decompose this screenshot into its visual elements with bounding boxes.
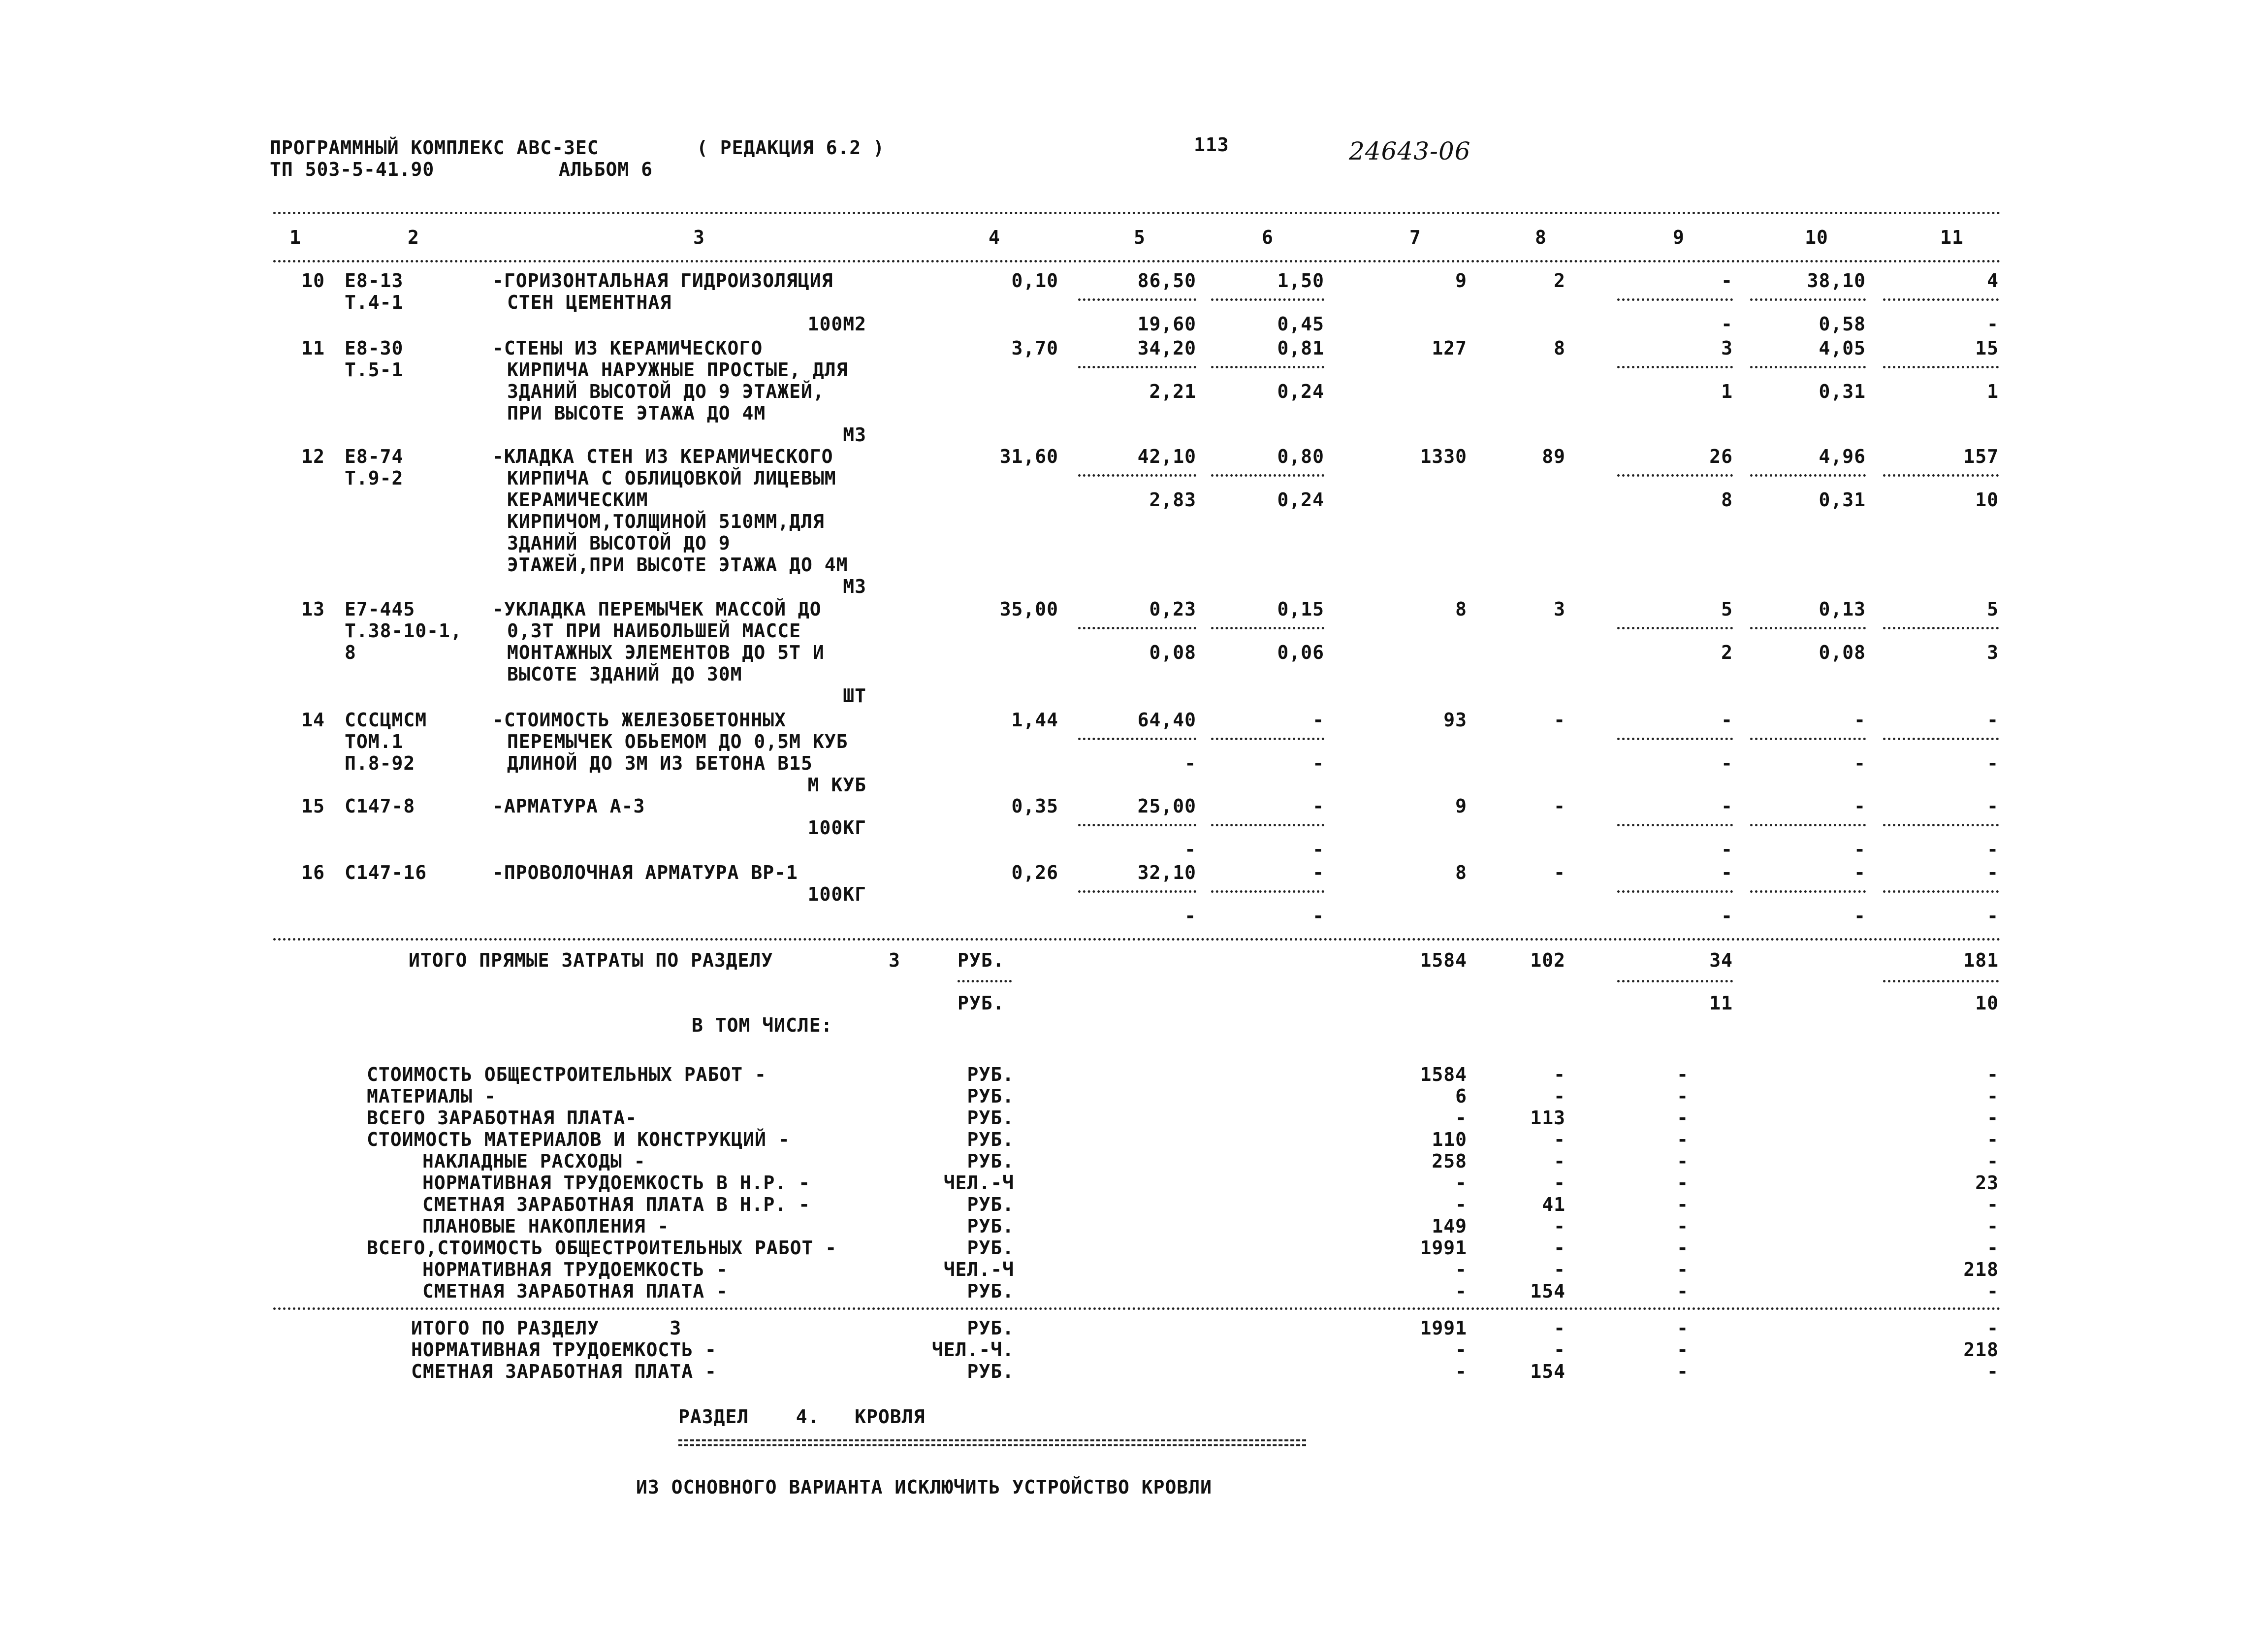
row-c5-rule bbox=[1078, 738, 1196, 740]
summary-unit: РУБ. bbox=[967, 1085, 1014, 1107]
row-c10-labor: 0,58 bbox=[1819, 313, 1866, 335]
summary-c8: - bbox=[1554, 1085, 1565, 1107]
summary-c7: - bbox=[1455, 1172, 1467, 1194]
row-code: Е7-445 bbox=[345, 598, 415, 620]
row-c7: 93 bbox=[1443, 709, 1467, 731]
summary-c7: - bbox=[1455, 1259, 1467, 1280]
column-header-6: 6 bbox=[1262, 227, 1274, 248]
summary-unit: ЧЕЛ.-Ч bbox=[943, 1259, 1014, 1280]
row-c11: 157 bbox=[1963, 446, 1999, 467]
summary-unit: РУБ. bbox=[967, 1064, 1014, 1085]
row-c8: - bbox=[1554, 709, 1565, 731]
row-c8: 8 bbox=[1554, 337, 1565, 359]
row-c5-labor: 2,83 bbox=[1149, 489, 1196, 511]
row-c9: - bbox=[1721, 709, 1733, 731]
row-number: 15 bbox=[301, 795, 325, 817]
summary-c9: - bbox=[1677, 1107, 1689, 1129]
summary-unit: РУБ. bbox=[967, 1129, 1014, 1150]
section-total-unit: РУБ. bbox=[967, 1317, 1014, 1339]
summary-c11: - bbox=[1987, 1064, 1999, 1085]
row-c10-rule bbox=[1750, 824, 1866, 826]
summary-c11: 23 bbox=[1975, 1172, 1999, 1194]
row-c10-labor: - bbox=[1854, 905, 1866, 927]
section-total-c11: - bbox=[1987, 1361, 1999, 1382]
row-c8: 2 bbox=[1554, 270, 1565, 292]
summary-c11: - bbox=[1987, 1150, 1999, 1172]
total-direct-c9-2: 11 bbox=[1709, 992, 1733, 1014]
row-c10: 0,13 bbox=[1819, 598, 1866, 620]
summary-c9: - bbox=[1677, 1150, 1689, 1172]
row-c6-labor: 0,45 bbox=[1277, 313, 1324, 335]
row-code: Т.38-10-1, bbox=[345, 620, 462, 642]
summary-c8: 113 bbox=[1530, 1107, 1565, 1129]
summary-c8: - bbox=[1554, 1150, 1565, 1172]
row-c6: - bbox=[1312, 795, 1324, 817]
summary-c8: - bbox=[1554, 1172, 1565, 1194]
row-c6-rule bbox=[1211, 298, 1324, 301]
row-description: СТЕН ЦЕМЕНТНАЯ bbox=[507, 292, 672, 313]
summary-c8: - bbox=[1554, 1259, 1565, 1280]
summary-label: МАТЕРИАЛЫ - bbox=[367, 1085, 496, 1107]
row-c6: 0,80 bbox=[1277, 446, 1324, 467]
row-c11-labor: - bbox=[1987, 905, 1999, 927]
row-c11-rule bbox=[1883, 474, 1999, 477]
row-c6-rule bbox=[1211, 474, 1324, 477]
program-title: ПРОГРАММНЫЙ КОМПЛЕКС АВС-3ЕС bbox=[270, 137, 599, 159]
row-code: С147-8 bbox=[345, 795, 415, 817]
column-header-9: 9 bbox=[1673, 227, 1685, 248]
row-c9-labor: 2 bbox=[1721, 642, 1733, 663]
table-top-rule bbox=[273, 212, 2001, 214]
summary-unit: РУБ. bbox=[967, 1194, 1014, 1215]
row-c11-labor: 3 bbox=[1987, 642, 1999, 663]
row-description: КИРПИЧА С ОБЛИЦОВКОЙ ЛИЦЕВЫМ bbox=[507, 467, 836, 489]
summary-c9: - bbox=[1677, 1215, 1689, 1237]
row-description: ЗДАНИЙ ВЫСОТОЙ ДО 9 ЭТАЖЕЙ, bbox=[507, 381, 825, 402]
handwritten-doc-number: 24643-06 bbox=[1349, 137, 1471, 165]
album-label: АЛЬБОМ 6 bbox=[559, 159, 653, 180]
next-section-underline bbox=[678, 1439, 1306, 1441]
row-c5-rule bbox=[1078, 890, 1196, 893]
summary-c11: - bbox=[1987, 1237, 1999, 1259]
summary-c8: - bbox=[1554, 1215, 1565, 1237]
next-section-title: РАЗДЕЛ 4. КРОВЛЯ bbox=[678, 1406, 926, 1428]
row-c6: 0,15 bbox=[1277, 598, 1324, 620]
row-description: ВЫСОТЕ ЗДАНИЙ ДО 30М bbox=[507, 663, 742, 685]
row-c5-rule bbox=[1078, 474, 1196, 477]
table-header-rule bbox=[273, 260, 2001, 262]
row-description: КИРПИЧА НАРУЖНЫЕ ПРОСТЫЕ, ДЛЯ bbox=[507, 359, 848, 381]
row-c5: 42,10 bbox=[1137, 446, 1196, 467]
row-c10: 4,05 bbox=[1819, 337, 1866, 359]
row-number: 13 bbox=[301, 598, 325, 620]
row-c7: 1330 bbox=[1420, 446, 1467, 467]
summary-c11: - bbox=[1987, 1107, 1999, 1129]
summary-c11: - bbox=[1987, 1129, 1999, 1150]
row-c10-rule bbox=[1750, 298, 1866, 301]
column-header-1: 1 bbox=[289, 227, 301, 248]
row-description: -СТОИМОСТЬ ЖЕЛЕЗОБЕТОННЫХ bbox=[492, 709, 786, 731]
row-c6-rule bbox=[1211, 738, 1324, 740]
column-header-11: 11 bbox=[1940, 227, 1964, 248]
row-c9-labor: - bbox=[1721, 905, 1733, 927]
next-section-underline-2 bbox=[678, 1444, 1306, 1446]
row-c5-labor: 2,21 bbox=[1149, 381, 1196, 402]
row-c4: 35,00 bbox=[999, 598, 1058, 620]
row-c11: - bbox=[1987, 795, 1999, 817]
row-description: ПЕРЕМЫЧЕК ОБЬЕМОМ ДО 0,5М КУБ bbox=[507, 731, 848, 752]
row-c11-rule bbox=[1883, 366, 1999, 368]
row-c6: 1,50 bbox=[1277, 270, 1324, 292]
row-c8: 3 bbox=[1554, 598, 1565, 620]
summary-c11: - bbox=[1987, 1194, 1999, 1215]
summary-unit: РУБ. bbox=[967, 1215, 1014, 1237]
row-c5-rule bbox=[1078, 298, 1196, 301]
section-total-c9: - bbox=[1677, 1361, 1689, 1382]
row-c6: 0,81 bbox=[1277, 337, 1324, 359]
summary-c8: 154 bbox=[1530, 1280, 1565, 1302]
row-c10-labor: 0,08 bbox=[1819, 642, 1866, 663]
summary-c7: - bbox=[1455, 1280, 1467, 1302]
row-c9-labor: 1 bbox=[1721, 381, 1733, 402]
row-c9-rule bbox=[1617, 474, 1733, 477]
row-c7: 8 bbox=[1455, 598, 1467, 620]
row-c9: 5 bbox=[1721, 598, 1733, 620]
row-c11-labor: 1 bbox=[1987, 381, 1999, 402]
summary-unit: ЧЕЛ.-Ч bbox=[943, 1172, 1014, 1194]
row-c5-labor: 19,60 bbox=[1137, 313, 1196, 335]
row-c6-labor: 0,06 bbox=[1277, 642, 1324, 663]
summary-unit: РУБ. bbox=[967, 1107, 1014, 1129]
row-unit: 100КГ bbox=[807, 883, 866, 905]
row-c6-labor: 0,24 bbox=[1277, 381, 1324, 402]
total-direct-c11-rule bbox=[1883, 980, 1999, 982]
section-total-c8: 154 bbox=[1530, 1361, 1565, 1382]
row-c5: 32,10 bbox=[1137, 862, 1196, 883]
row-c8: - bbox=[1554, 795, 1565, 817]
row-unit: М3 bbox=[843, 424, 866, 446]
summary-label: НОРМАТИВНАЯ ТРУДОЕМКОСТЬ В Н.Р. - bbox=[422, 1172, 810, 1194]
row-code: С147-16 bbox=[345, 862, 427, 883]
row-c4: 1,44 bbox=[1011, 709, 1058, 731]
row-c10: - bbox=[1854, 862, 1866, 883]
row-c7: 9 bbox=[1455, 270, 1467, 292]
section-total-unit: РУБ. bbox=[967, 1361, 1014, 1382]
total-direct-c11-2: 10 bbox=[1975, 992, 1999, 1014]
row-c5-labor: - bbox=[1184, 752, 1196, 774]
row-c9-rule bbox=[1617, 298, 1733, 301]
summary-label: НОРМАТИВНАЯ ТРУДОЕМКОСТЬ - bbox=[422, 1259, 728, 1280]
section-total-label: СМЕТНАЯ ЗАРАБОТНАЯ ПЛАТА - bbox=[411, 1361, 717, 1382]
row-description: ЗДАНИЙ ВЫСОТОЙ ДО 9 bbox=[507, 532, 731, 554]
row-c5: 34,20 bbox=[1137, 337, 1196, 359]
total-direct-c8: 102 bbox=[1530, 949, 1565, 971]
summary-c7: 149 bbox=[1432, 1215, 1467, 1237]
row-code: Е8-30 bbox=[345, 337, 404, 359]
section-total-c8: - bbox=[1554, 1317, 1565, 1339]
row-c5-rule bbox=[1078, 366, 1196, 368]
section-total-c11: - bbox=[1987, 1317, 1999, 1339]
row-c6-labor: - bbox=[1312, 905, 1324, 927]
section-total-label: НОРМАТИВНАЯ ТРУДОЕМКОСТЬ - bbox=[411, 1339, 717, 1361]
section-total-label: ИТОГО ПО РАЗДЕЛУ 3 bbox=[411, 1317, 682, 1339]
row-description: ПРИ ВЫСОТЕ ЭТАЖА ДО 4М bbox=[507, 402, 766, 424]
row-c5-labor: 0,08 bbox=[1149, 642, 1196, 663]
summary-c7: 110 bbox=[1432, 1129, 1467, 1150]
row-c8: 89 bbox=[1542, 446, 1565, 467]
row-c5-rule bbox=[1078, 627, 1196, 629]
row-description: -ГОРИЗОНТАЛЬНАЯ ГИДРОИЗОЛЯЦИЯ bbox=[492, 270, 833, 292]
section-total-c11: 218 bbox=[1963, 1339, 1999, 1361]
summary-c7: 1584 bbox=[1420, 1064, 1467, 1085]
row-c10: 38,10 bbox=[1807, 270, 1866, 292]
row-c9: - bbox=[1721, 862, 1733, 883]
section-total-c7: 1991 bbox=[1420, 1317, 1467, 1339]
summary-label: СМЕТНАЯ ЗАРАБОТНАЯ ПЛАТА В Н.Р. - bbox=[422, 1194, 810, 1215]
row-c11-rule bbox=[1883, 298, 1999, 301]
summary-c8: - bbox=[1554, 1129, 1565, 1150]
row-c9: 26 bbox=[1709, 446, 1733, 467]
row-c9-labor: - bbox=[1721, 313, 1733, 335]
row-c4: 0,26 bbox=[1011, 862, 1058, 883]
summary-c11: - bbox=[1987, 1280, 1999, 1302]
row-number: 14 bbox=[301, 709, 325, 731]
row-c8: - bbox=[1554, 862, 1565, 883]
row-c10-rule bbox=[1750, 366, 1866, 368]
summary-unit: РУБ. bbox=[967, 1150, 1014, 1172]
summary-unit: РУБ. bbox=[967, 1280, 1014, 1302]
summary-label: СТОИМОСТЬ ОБЩЕСТРОИТЕЛЬНЫХ РАБОТ - bbox=[367, 1064, 767, 1085]
row-c6-labor: - bbox=[1312, 839, 1324, 860]
summary-c9: - bbox=[1677, 1259, 1689, 1280]
total-direct-c9-rule bbox=[1617, 980, 1733, 982]
row-c9-rule bbox=[1617, 890, 1733, 893]
summary-c7: - bbox=[1455, 1194, 1467, 1215]
column-header-7: 7 bbox=[1409, 227, 1421, 248]
row-c6-labor: 0,24 bbox=[1277, 489, 1324, 511]
row-number: 11 bbox=[301, 337, 325, 359]
row-description: 0,3Т ПРИ НАИБОЛЬШЕЙ МАССЕ bbox=[507, 620, 801, 642]
row-c5: 64,40 bbox=[1137, 709, 1196, 731]
row-c6-rule bbox=[1211, 824, 1324, 826]
column-header-4: 4 bbox=[989, 227, 1000, 248]
row-c5-labor: - bbox=[1184, 905, 1196, 927]
row-c9-rule bbox=[1617, 824, 1733, 826]
total-direct-c11: 181 bbox=[1963, 949, 1999, 971]
row-c10: - bbox=[1854, 709, 1866, 731]
row-c5-rule bbox=[1078, 824, 1196, 826]
summary-c8: - bbox=[1554, 1237, 1565, 1259]
row-c11-rule bbox=[1883, 890, 1999, 893]
summary-c11: - bbox=[1987, 1215, 1999, 1237]
row-c11-rule bbox=[1883, 627, 1999, 629]
summary-c8: 41 bbox=[1542, 1194, 1565, 1215]
section-total-c9: - bbox=[1677, 1317, 1689, 1339]
row-c10: - bbox=[1854, 795, 1866, 817]
row-code: П.8-92 bbox=[345, 752, 415, 774]
row-code: Т.4-1 bbox=[345, 292, 404, 313]
summary-bottom-rule bbox=[273, 1307, 2001, 1310]
row-description: -ПРОВОЛОЧНАЯ АРМАТУРА ВР-1 bbox=[492, 862, 798, 883]
row-code: 8 bbox=[345, 642, 356, 663]
section-total-c7: - bbox=[1455, 1339, 1467, 1361]
summary-c7: 258 bbox=[1432, 1150, 1467, 1172]
row-code: Е8-74 bbox=[345, 446, 404, 467]
row-description: -УКЛАДКА ПЕРЕМЫЧЕК МАССОЙ ДО bbox=[492, 598, 822, 620]
summary-unit: РУБ. bbox=[967, 1237, 1014, 1259]
section-total-c9: - bbox=[1677, 1339, 1689, 1361]
row-c4: 31,60 bbox=[999, 446, 1058, 467]
total-direct-unit-2: РУБ. bbox=[958, 992, 1005, 1014]
summary-c9: - bbox=[1677, 1172, 1689, 1194]
row-number: 10 bbox=[301, 270, 325, 292]
row-description: -КЛАДКА СТЕН ИЗ КЕРАМИЧЕСКОГО bbox=[492, 446, 833, 467]
row-c10-labor: 0,31 bbox=[1819, 381, 1866, 402]
row-description: -СТЕНЫ ИЗ КЕРАМИЧЕСКОГО bbox=[492, 337, 763, 359]
row-c9-labor: 8 bbox=[1721, 489, 1733, 511]
row-c4: 0,35 bbox=[1011, 795, 1058, 817]
summary-label: ВСЕГО,СТОИМОСТЬ ОБЩЕСТРОИТЕЛЬНЫХ РАБОТ - bbox=[367, 1237, 837, 1259]
summary-c9: - bbox=[1677, 1280, 1689, 1302]
edition-label: ( РЕДАКЦИЯ 6.2 ) bbox=[697, 137, 885, 159]
page-number: 113 bbox=[1194, 134, 1229, 156]
row-c6-rule bbox=[1211, 366, 1324, 368]
row-c5: 25,00 bbox=[1137, 795, 1196, 817]
row-c10-rule bbox=[1750, 627, 1866, 629]
row-c11-rule bbox=[1883, 824, 1999, 826]
summary-c7: 1991 bbox=[1420, 1237, 1467, 1259]
row-description: ЭТАЖЕЙ,ПРИ ВЫСОТЕ ЭТАЖА ДО 4М bbox=[507, 554, 848, 576]
column-header-3: 3 bbox=[693, 227, 705, 248]
row-c6: - bbox=[1312, 709, 1324, 731]
summary-c9: - bbox=[1677, 1064, 1689, 1085]
row-c9-labor: - bbox=[1721, 839, 1733, 860]
row-c6-rule bbox=[1211, 890, 1324, 893]
row-c11-labor: - bbox=[1987, 839, 1999, 860]
row-c11-rule bbox=[1883, 738, 1999, 740]
including-label: В ТОМ ЧИСЛЕ: bbox=[692, 1014, 833, 1036]
summary-c9: - bbox=[1677, 1237, 1689, 1259]
row-c10-labor: - bbox=[1854, 752, 1866, 774]
row-code: Е8-13 bbox=[345, 270, 404, 292]
next-section-note: ИЗ ОСНОВНОГО ВАРИАНТА ИСКЛЮЧИТЬ УСТРОЙСТВО КРОВЛИ bbox=[636, 1476, 1213, 1498]
row-c7: 8 bbox=[1455, 862, 1467, 883]
column-header-8: 8 bbox=[1535, 227, 1547, 248]
row-c5: 0,23 bbox=[1149, 598, 1196, 620]
row-c11: 4 bbox=[1987, 270, 1999, 292]
column-header-2: 2 bbox=[408, 227, 419, 248]
total-direct-section: 3 bbox=[889, 949, 900, 971]
section-total-c8: - bbox=[1554, 1339, 1565, 1361]
row-description: -АРМАТУРА А-3 bbox=[492, 795, 645, 817]
summary-c9: - bbox=[1677, 1085, 1689, 1107]
row-description: КИРПИЧОМ,ТОЛЩИНОЙ 510ММ,ДЛЯ bbox=[507, 511, 825, 532]
row-c9-rule bbox=[1617, 366, 1733, 368]
summary-c7: 6 bbox=[1455, 1085, 1467, 1107]
summary-c7: - bbox=[1455, 1107, 1467, 1129]
summary-label: ПЛАНОВЫЕ НАКОПЛЕНИЯ - bbox=[422, 1215, 670, 1237]
summary-c11: - bbox=[1987, 1085, 1999, 1107]
row-unit: 100М2 bbox=[807, 313, 866, 335]
summary-label: СМЕТНАЯ ЗАРАБОТНАЯ ПЛАТА - bbox=[422, 1280, 728, 1302]
row-c11: 15 bbox=[1975, 337, 1999, 359]
row-c4: 3,70 bbox=[1011, 337, 1058, 359]
summary-c9: - bbox=[1677, 1129, 1689, 1150]
row-c9-rule bbox=[1617, 738, 1733, 740]
row-c4: 0,10 bbox=[1011, 270, 1058, 292]
column-header-5: 5 bbox=[1134, 227, 1146, 248]
row-c10-labor: 0,31 bbox=[1819, 489, 1866, 511]
total-direct-unit: РУБ. bbox=[958, 949, 1005, 971]
row-c11-labor: - bbox=[1987, 313, 1999, 335]
summary-c11: 218 bbox=[1963, 1259, 1999, 1280]
section-total-c7: - bbox=[1455, 1361, 1467, 1382]
row-c5: 86,50 bbox=[1137, 270, 1196, 292]
summary-c9: - bbox=[1677, 1194, 1689, 1215]
row-c6-rule bbox=[1211, 627, 1324, 629]
summary-label: НАКЛАДНЫЕ РАСХОДЫ - bbox=[422, 1150, 646, 1172]
row-c11: - bbox=[1987, 709, 1999, 731]
row-c11: - bbox=[1987, 862, 1999, 883]
row-c9: - bbox=[1721, 270, 1733, 292]
row-description: КЕРАМИЧЕСКИМ bbox=[507, 489, 648, 511]
row-code: Т.9-2 bbox=[345, 467, 404, 489]
row-unit: 100КГ bbox=[807, 817, 866, 839]
summary-label: ВСЕГО ЗАРАБОТНАЯ ПЛАТА- bbox=[367, 1107, 638, 1129]
row-number: 12 bbox=[301, 446, 325, 467]
summary-label: СТОИМОСТЬ МАТЕРИАЛОВ И КОНСТРУКЦИЙ - bbox=[367, 1129, 790, 1150]
row-c11-labor: - bbox=[1987, 752, 1999, 774]
row-c9: 3 bbox=[1721, 337, 1733, 359]
row-c6: - bbox=[1312, 862, 1324, 883]
row-unit: ШТ bbox=[843, 685, 866, 707]
total-direct-c7: 1584 bbox=[1420, 949, 1467, 971]
total-direct-unit-rule bbox=[958, 980, 1012, 982]
row-unit: М КУБ bbox=[807, 774, 866, 796]
row-c10: 4,96 bbox=[1819, 446, 1866, 467]
total-direct-c9: 34 bbox=[1709, 949, 1733, 971]
row-code: Т.5-1 bbox=[345, 359, 404, 381]
row-description: МОНТАЖНЫХ ЭЛЕМЕНТОВ ДО 5Т И bbox=[507, 642, 825, 663]
row-code: ТОМ.1 bbox=[345, 731, 404, 752]
row-c9: - bbox=[1721, 795, 1733, 817]
row-c10-rule bbox=[1750, 474, 1866, 477]
row-c10-labor: - bbox=[1854, 839, 1866, 860]
row-c10-rule bbox=[1750, 738, 1866, 740]
rows-bottom-rule bbox=[273, 938, 2001, 941]
row-c11: 5 bbox=[1987, 598, 1999, 620]
row-code: СССЦМСМ bbox=[345, 709, 427, 731]
row-c7: 9 bbox=[1455, 795, 1467, 817]
summary-c8: - bbox=[1554, 1064, 1565, 1085]
total-direct-label: ИТОГО ПРЯМЫЕ ЗАТРАТЫ ПО РАЗДЕЛУ bbox=[409, 949, 773, 971]
row-description: ДЛИНОЙ ДО 3М ИЗ БЕТОНА В15 bbox=[507, 752, 813, 774]
project-code: ТП 503-5-41.90 bbox=[270, 159, 435, 180]
row-c7: 127 bbox=[1432, 337, 1467, 359]
row-c6-labor: - bbox=[1312, 752, 1324, 774]
section-total-unit: ЧЕЛ.-Ч. bbox=[931, 1339, 1014, 1361]
row-c11-labor: 10 bbox=[1975, 489, 1999, 511]
row-c5-labor: - bbox=[1184, 839, 1196, 860]
row-c9-labor: - bbox=[1721, 752, 1733, 774]
row-number: 16 bbox=[301, 862, 325, 883]
row-unit: М3 bbox=[843, 576, 866, 597]
row-c9-rule bbox=[1617, 627, 1733, 629]
column-header-10: 10 bbox=[1805, 227, 1828, 248]
row-c10-rule bbox=[1750, 890, 1866, 893]
